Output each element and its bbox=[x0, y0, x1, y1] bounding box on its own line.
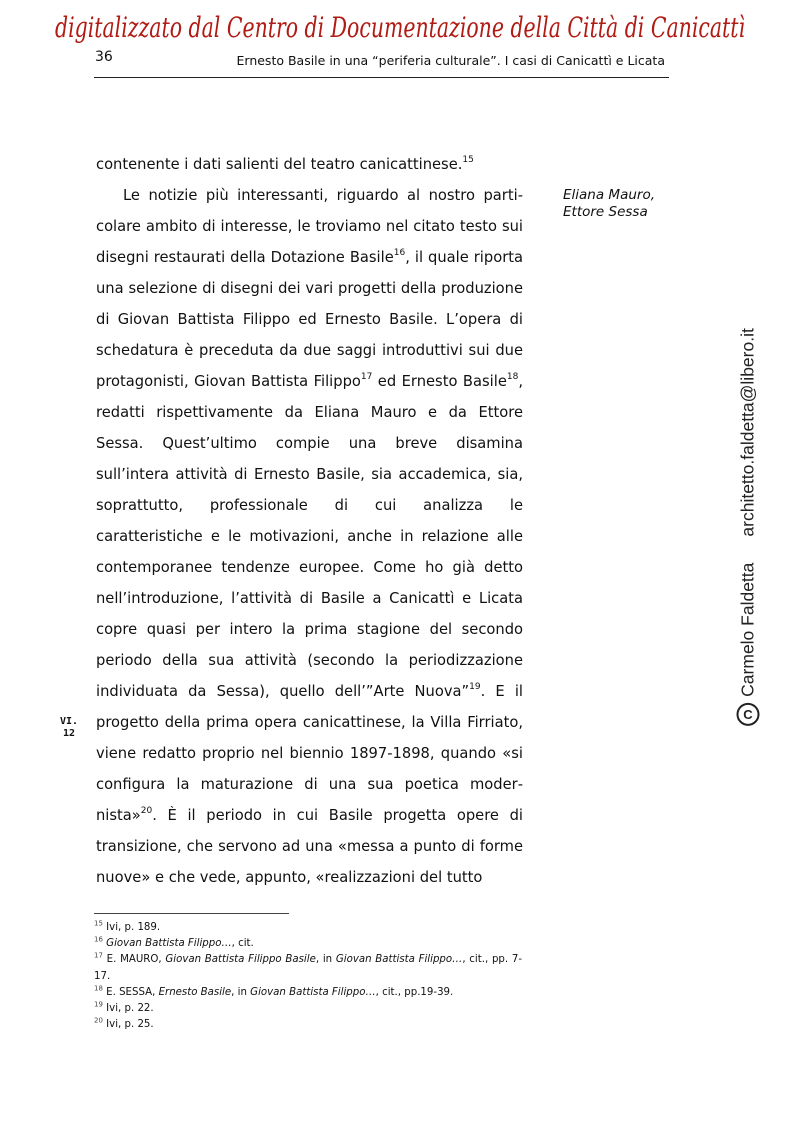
margin-note-line: Eliana Mauro, bbox=[563, 187, 656, 203]
footnote-ref-17: 17 bbox=[360, 372, 373, 383]
footnote: $^{15}$ Ivi, p. 189. bbox=[94, 919, 161, 933]
footnote-ref-20: 20 bbox=[140, 806, 153, 817]
footnotes bbox=[94, 920, 522, 1033]
paragraph-1: contenente i dati salienti del teatro canicattinese.$^{15}$ bbox=[96, 155, 474, 173]
margin-note bbox=[563, 187, 655, 221]
footnote: $^{19}$ Ivi, p. 22. bbox=[94, 1000, 154, 1015]
figure-reference: VI. 12 bbox=[59, 716, 79, 739]
footnote-ref-19: 19 bbox=[469, 682, 481, 693]
main-text bbox=[96, 149, 523, 893]
copyright-icon: C bbox=[737, 703, 760, 726]
running-title: Ernesto Basile in una “periferia culturale”. I casi di Canicattì e Licata bbox=[236, 53, 665, 68]
footnote: $^{20}$ Ivi, p. 25. bbox=[94, 1016, 154, 1031]
banner-text: digitalizzato dal Centro di Documentazione della Città di Canicattì bbox=[55, 11, 745, 44]
footnote-ref-16: 16 bbox=[393, 248, 406, 259]
footnote-divider bbox=[94, 913, 289, 914]
footnote: $^{16}$ Giovan Battista Filippo…, cit. bbox=[94, 935, 254, 950]
digitization-banner bbox=[50, 4, 750, 48]
page-number: 36 bbox=[95, 49, 113, 65]
margin-note-line: Ettore Sessa bbox=[563, 204, 648, 220]
footnote: $^{18}$ E. SESSA, Ernesto Basile, in Giovan Battista Filippo…, cit., pp.19-39. bbox=[94, 984, 454, 998]
footnote: $^{17}$ E. MAURO, Giovan Battista Filippo Basile, in Giovan Battista Filippo…, cit., pp. 7-17. bbox=[94, 952, 523, 982]
paragraph-2: Le notizie più interessanti, riguardo al nostro particolare ambito di interesse, le troviamo nel citato testo sui disegni restaurati della Dotazione Basile$^{16}$, il quale riporta una selezione di disegni dei vari progetti della produzione di Giovan Battista Filippo ed Ernesto Basile. L’opera di schedatura è preceduta da due saggi introduttivi sui due protagonisti, Giovan Battista Filippo$^{17}$ ed Ernesto Basile$^{18}$, redatti rispettivamente da Eliana Mauro e da Ettore Sessa. Quest’ultimo compie una breve disamina sull’intera attività di Ernesto Basile, sia accademica, sia, soprattutto, professionale di cui analizza le caratteristiche e le motivazioni, anche in relazione alle contemporanee tendenze europee. Come ho già detto nell’introduzione, l’attività di Basile a Canicattì e Licata copre quasi per intero la prima stagione del secondo periodo della sua attività (secondo la periodizzazione individuata da Sessa), quello dell’”Arte Nuova”$^{19}$. E il progetto della prima opera canicattinese, la Villa Firriato, viene redatto proprio nel biennio 1897-1898, quando «si configura la maturazione di una sua poetica modernista»$^{20}$. È il periodo in cui Basile progetta opere di transizione, che servono ad una «messa a punto di forme nuove» e che vede, appunto, «realizzazioni del tutto bbox=[96, 187, 523, 886]
header-divider bbox=[94, 77, 669, 78]
footnote-ref-18: 18 bbox=[506, 372, 519, 383]
watermark-author: Carmelo Faldetta bbox=[737, 562, 758, 697]
footnote-ref-15: 15 bbox=[462, 155, 474, 166]
watermark-email: architetto.faldetta@libero.it bbox=[737, 328, 758, 537]
